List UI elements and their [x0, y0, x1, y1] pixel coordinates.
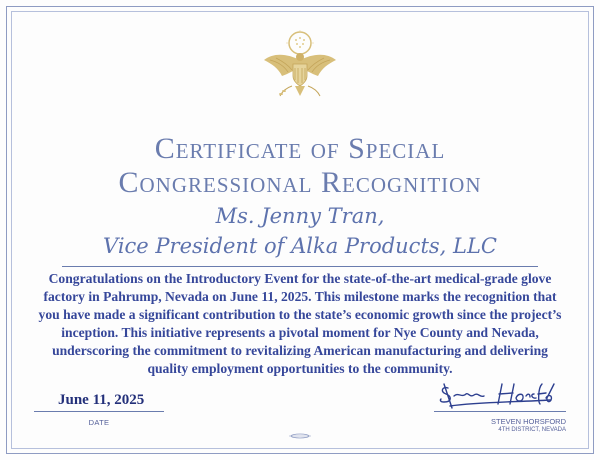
certificate-body: Congratulations on the Introductory Event for the state-of-the-art medical-grade glove factory in Pahrump, Nevada on June 11, 2025. This milestone marks the recognition that you have made a significant contribution to the state’s economic growth since the project’s inception. This initiative represents a pivotal moment for Nye County and Nevada, underscoring the commitment to revitalizing American manufacturing and delivering quality employment opportunities to the community. — [38, 271, 562, 376]
signature-image — [438, 378, 558, 412]
ornament-icon — [288, 433, 312, 439]
recipient-name: Ms. Jenny Tran, — [215, 204, 385, 228]
signer-name: STEVEN HORSFORD — [490, 417, 566, 426]
recipient-title: Vice President of Alka Products, LLC — [103, 234, 497, 258]
great-seal-eagle-icon — [262, 30, 338, 104]
date-value: June 11, 2025 — [58, 392, 145, 408]
signer-district: 4TH DISTRICT, NEVADA — [498, 427, 566, 433]
signature-line — [434, 411, 566, 412]
certificate-title-line1: Certificate of Special — [154, 132, 446, 165]
certificate-title-line2: Congressional Recognition — [118, 166, 482, 199]
date-label: DATE — [88, 418, 110, 427]
divider-line — [62, 266, 538, 267]
date-line — [34, 411, 164, 412]
